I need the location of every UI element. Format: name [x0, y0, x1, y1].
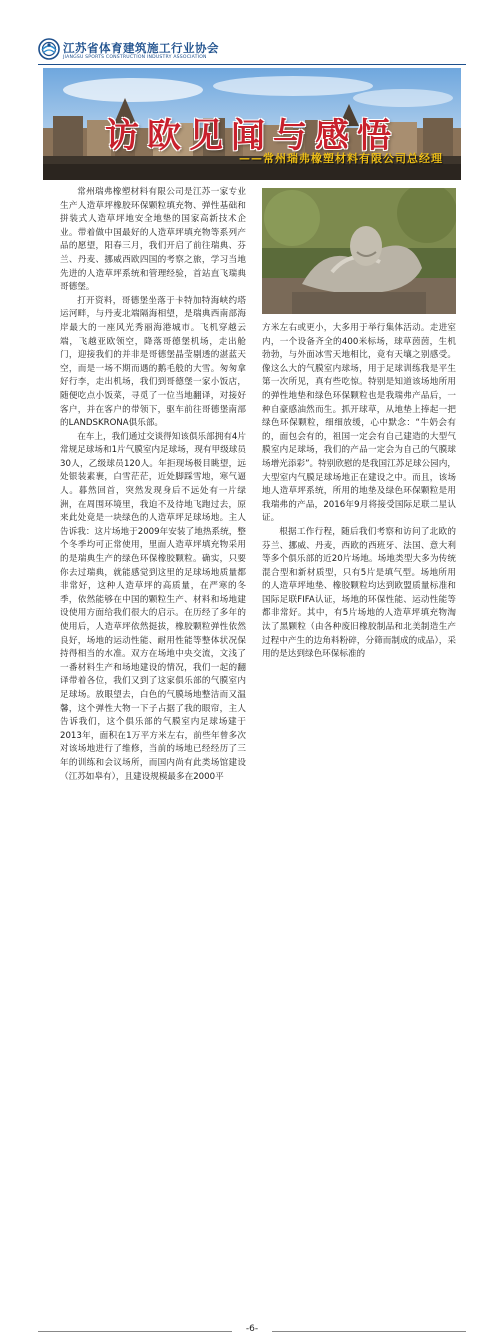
paragraph: 根据工作行程，随后我们考察和访问了北欧的芬兰、挪威、丹麦，西欧的西班牙、法国、意大利等多个俱乐部的近20片场地。场地类型大多为传统混合型和新材质型，只有5片是填气型。场地所用的人造草坪地垫、橡胶颗粒均达到欧盟质量标准和国际足联FIFA认证，场地的环保性能、运动性能等都非常好。其中，有5片场地的人造草坪填充物淘汰了黑颗粒（由各种废旧橡胶制品和北美制造生产过程中产生的边角料粉碎，分筛而制成的成品），采用的是达到绿色环保标准的 — [262, 526, 456, 660]
paragraph: 在车上，我们通过交谈得知该俱乐部拥有4片常规足球场和1片气膜室内足球场，现有甲级球员30人，乙级球员120人。年拒现场极目眺望，远处银装素裹，白雪茫茫，近处脚踩雪地，寒气逼人。暮然回首，突然发现身后不远处有一片绿洲，在周围环境里，我迫不及待地飞跑过去，原来此处竟是一块绿色的人造草坪足球场地。主人告诉我：这片场地于2009年安装了地热系统，整个冬季均可正常使用，里面人造草坪填充物采用的是瑞典生产的绿色环保橡胶颗粒。确实，只要你去过瑞典，就能感觉到这里的足球场地质量都非常好，这种人造草坪的高质量，在严寒的冬季，依然能够在中国的颗粒生产、材料和场地建设使用方面给我们很大的启示。在历经了多年的使用后，人造草坪依然挺拔，橡胶颗粒弹性依然良好，场地的运动性能、耐用性能等整体状况保持得相当的水准。双方在场地中央交流，文浅了一番材料生产和场地建设的情况，我们一起的翻译带着各位，我们又到了这家俱乐部的气膜室内足球场。放眼望去，白色的气膜场地整洁而又温馨，这个弹性大物一下子占据了我的眼帘，主人告诉我们，这个俱乐部的气膜室内足球场建于2013年，面积在1万平方米左右，前些年曾多次对该场地进行了维修，当前的场地已经经历了三年的训练和会议场所，而国内尚有此类场馆建设（江苏如皋有），且建设规模最多在2000平 — [60, 431, 246, 782]
org-name-en: JIANGSU SPORTS CONSTRUCTION INDUSTRY ASSOCIATION — [63, 55, 207, 60]
paragraph: 方米左右或更小，大多用于举行集体活动。走进室内，一个设备齐全的400米标场，球草茵茵，生机勃勃，与外面冰雪天地相比，竟有天壤之别感受。像这么大的气膜室内球场，用于足球训练我是平生第一次所见，真有些吃惊。特别是知道该场地所用的弹性地垫和绿色环保颗粒也是我瑞弗产品后，一种自豪感油然而生。抓开球草，从地垫上捧起一把绿色环保颗粒，细细放缓，心中默念：“牛奶会有的，面包会有的，祖国一定会有自己建造的大型气膜室内足球场，我们的产品一定会为自己的气膜球场增光添彩”。特别欣慰的是我国江苏足球公园内，大型室内气膜足球场地正在建设之中。而且，该场地人造草坪系统，所用的地垫及绿色环保颗粒是用我瑞弗的产品，2016年9月将接受国际足联二星认证。 — [262, 323, 456, 524]
header-rule — [38, 64, 466, 65]
title-banner — [43, 68, 461, 180]
article-byline: ——常州瑞弗橡塑材料有限公司总经理 — [239, 152, 443, 165]
page-header — [0, 0, 504, 66]
org-name-cn: 江苏省体育建筑施工行业协会 — [63, 41, 219, 55]
article-right-column — [262, 322, 456, 662]
article-title: 访欧见闻与感悟 — [105, 116, 399, 156]
sculpture-photo — [262, 188, 456, 314]
paragraph: 常州瑞弗橡塑材料有限公司是江苏一家专业生产人造草坪橡胶环保颗粒填充物、弹性基础和拼装式人造草坪地安全地垫的国家高新技术企业。带着做中国最好的人造草坪填充物等系列产品的愿望，阳春三月，我们开启了前往瑞典、芬兰、丹麦、挪威西欧四国的考察之旅，学习当地先进的人造草坪系统和管理经验，首站直飞瑞典哥德堡。 — [60, 187, 246, 293]
page-number: -6- — [232, 1324, 272, 1334]
article-left-column — [60, 186, 246, 784]
paragraph: 打开资料，哥德堡坐落于卡特加特海峡约塔运河畔，与丹麦北端隔海相望，是瑞典西南部海岸最大的一座风光秀丽海港城市。飞机穿越云端，飞越亚欧领空，降落哥德堡机场，走出舱门，迎接我们的并非是哥德堡晶莹剔透的湛蓝天空，而是一场不期而遇的鹅毛般的大雪。匆匆拿好行李，走出机场，我们到哥德堡一家小饭店，随便吃点小饭菜，寻觅了一位当地翻译，对接好客户，并在客户的带领下，驱车前往哥德堡南部的LANDSKRONA俱乐部。 — [60, 295, 246, 429]
association-logo-icon — [38, 38, 60, 60]
page-footer — [0, 662, 504, 1334]
